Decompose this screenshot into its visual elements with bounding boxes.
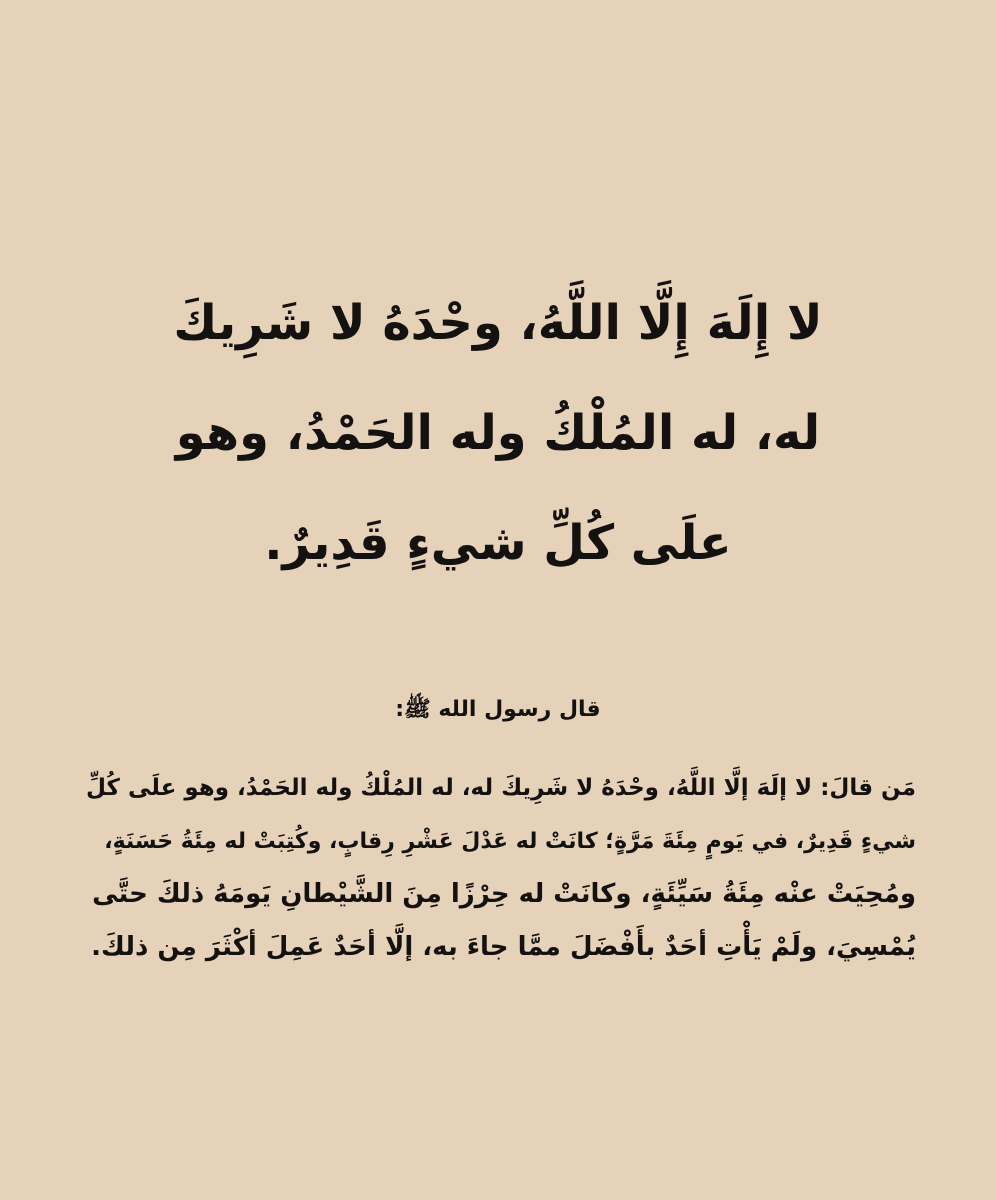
dhikr-line: لا إِلَهَ إِلَّا اللَّهُ، وحْدَهُ لا شَرِيكَ [173, 295, 823, 351]
hadith-line: يُمْسِيَ، ولَمْ يَأْتِ أحَدٌ بأَفْضَلَ ممَّا جاءَ به، إلَّا أحَدٌ عَمِلَ أكْثَرَ مِن ذلكَ. [91, 932, 916, 962]
dhikr-line: علَى كُلِّ شيءٍ قَدِيرٌ. [264, 515, 732, 571]
hadith-line: ومُحِيَتْ عنْه مِئَةُ سَيِّئَةٍ، وكانَتْ له حِرْزًا مِنَ الشَّيْطانِ يَومَهُ ذلكَ حتَّى [92, 879, 916, 909]
dhikr-line: له، له المُلْكُ وله الحَمْدُ، وهو [175, 405, 821, 461]
hadith-narrator: قال رسول الله ﷺ: [395, 697, 601, 722]
dhikr-block [150, 268, 846, 598]
hadith-line: شيءٍ قَدِيرٌ، في يَومٍ مِئَةَ مَرَّةٍ؛ كانَتْ له عَدْلَ عَشْرِ رِقابٍ، وكُتِبَتْ له مِئَةُ حَسَنَةٍ، [104, 829, 916, 854]
hadith-line: مَن قالَ: لا إلَهَ إلَّا اللَّهُ، وحْدَهُ لا شَرِيكَ له، له المُلْكُ وله الحَمْدُ، وهو علَى كُلِّ [86, 775, 916, 801]
hadith-block [80, 688, 916, 974]
